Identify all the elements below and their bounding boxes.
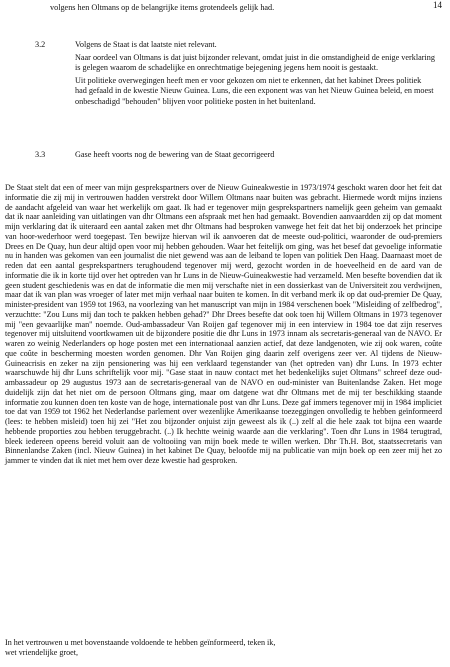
- page-number: 14: [433, 0, 442, 10]
- section-heading: Volgens de Staat is dat laatste niet relevant.: [75, 40, 217, 49]
- section-3-3: [35, 150, 435, 161]
- closing: [5, 638, 442, 658]
- section-number: 3.2: [35, 40, 46, 49]
- section-3-2: [35, 40, 435, 107]
- closing-sentence: In het vertrouwen u met bovenstaande voldoende te hebben geïnformeerd, teken ik,: [5, 638, 276, 647]
- section-number: 3.3: [35, 150, 46, 159]
- closing-greeting: wet vriendelijke groet,: [5, 648, 79, 657]
- intro-line: volgens hen Oltmans op de belangrijke items grotendeels gelijk had.: [50, 3, 275, 12]
- body-paragraph: De Staat stelt dat een of meer van mijn gesprekspartners over de Nieuw Guineakwestie in 1973/1974 geschokt waren door het feit dat informatie die zij mij in vertrouwen hadden verstrekt door Willem Oltmans naar buiten was gebracht. Hiermede wordt mijns inziens de aandacht afgeleid van waar het werkelijk om gaat. Ik had er tegenover mijn gesprekspartners namelijk geen geheim van gemaakt dat ik naar aanleiding van uitlatingen van dhr Oltmans een afspraak met hen had gemaakt. Bovendien aanvaardden zij op dat moment mijn verklaring dat ik uiteraard een aantal zaken met dhr Oltmans had besproken vanwege het feit dat het bij onderzoek het principe van hoor-wederhoor werd toegepast. Ten bewijze hiervan wil ik aanvoeren dat de meeste oud-politici, waaronder de oud-premiers Drees en De Quay, hun deur altijd open voor mij hebben gehouden. Waar het feitelijk om ging, was het besef dat gevoelige informatie nu in handen was gekomen van een journalist die niet gewend was aan de leiband te lopen van politiek Den Haag. Daarnaast moet de reden dat een aantal gesprekspartners terughoudend tegenover mij werd, gezocht worden in de hoeveelheid en de aard van de informatie die ik in korte tijd over het optreden van hr Luns in de Nieuw-Guineakwestie had verzameld. Men besefte bovendien dat ik geen student geschiedenis was en dat de informatie die men mij verschafte niet in een dossierkast van de Universiteit zou verdwijnen, maar dat ik van plan was vroeger of later met mijn verhaal naar buiten te komen. In dit verband merk ik op dat oud-premier De Quay, minister-president van 1959 tot 1963, na voorlezing van het manuscript van mijn in 1984 verschenen boek "Misleiding of zelfbedrog", verzuchtte: "Zou Luns mij dan toch te pakken hebben gehad?" Dhr Drees besefte dat ook toen hij Willem Oltmans in 1973 tegenover mij "een gevaarlijke man" noemde. Oud-ambassadeur Van Roijen gaf tegenover mij in een interview in 1984 toe dat zijn reserves tegenover mij uitsluitend voortkwamen uit de bijzondere positie die dhr Luns in 1973 innam als secretaris-generaal van de NAVO. Er waren zo weinig Nederlanders op hoge posten met een internationaal aanzien actief, dat deze landgenoten, wie zij ook waren, coûte que coûte in bescherming moesten worden genomen. Dhr Van Roijen ging daarin zelf overigens zeer ver. Al tijdens de Nieuw-Guineacrisis en zeker na zijn pensionering was hij een verklaard tegenstander van (het optreden van) dhr Luns. In 1973 echter waarschuwde hij dhr Luns schriftelijk voor mij. "Gase staat in nauw contact met het bedenkelijks sujet Oltmans" schreef deze oud-ambassadeur op 29 augustus 1973 aan de secretaris-generaal van de NAVO en oud-minister van Buitenlandse Zaken. Het moge duidelijk zijn dat het niet om de persoon Oltmans ging, maar om datgene wat dhr Oltmans met de mij ter beschikking staande informatie zou kunnen doen ten koste van de hoge, internationale post van dhr Luns. Deze gaf immers tegenover mij in 1984 impliciet toe dat van 1959 tot 1962 het Nederlandse parlement over wezenlijke Amerikaanse toezeggingen onvolledig te hebben geïnformeerd (lees: te hebben misleid) toen hij zei "Het zou bijzonder onjuist zijn geweest als ik (..) zelf al die hele zaak tot bijna een waarde hebbende proporties zou hebben teruggebracht. (..) Ik hechtte weinig waarde aan die verklaring". Toen dhr Luns in 1984 terugtrad, bleek iedereen opeens bereid voluit aan de voltooiing van mijn boek mede te willen werken. Dhr Th.H. Bot, staatssecretaris van Binnenlandse Zaken (incl. Nieuw Guinea) in het kabinet De Quay, beloofde mij na publicatie van mijn boek op een zeer mij het zo jammer te vinden dat ik niet met hem over deze kwestie had gesproken.: [5, 183, 442, 465]
- section-heading: Gase heeft voorts nog de bewering van de Staat gecorrigeerd: [75, 150, 275, 159]
- section-paragraph: Uit politieke overwegingen heeft men er voor gekozen om niet te erkennen, dat het kabinet Drees politiek had gefaald in de kwestie Nieuw Guinea. Luns, die een exponent was van het Nieuw Guinea beleid, en moest onbeschadigd "behouden" blijven voor politieke posten in het buitenland.: [75, 75, 434, 106]
- section-paragraph: Naar oordeel van Oltmans is dat juist bijzonder relevant, omdat juist in die omstandigheid de enige verklaring is gelegen waarom de schadelijke en onrechtmatige bejegening jegens hem nooit is gestaakt.: [75, 52, 435, 72]
